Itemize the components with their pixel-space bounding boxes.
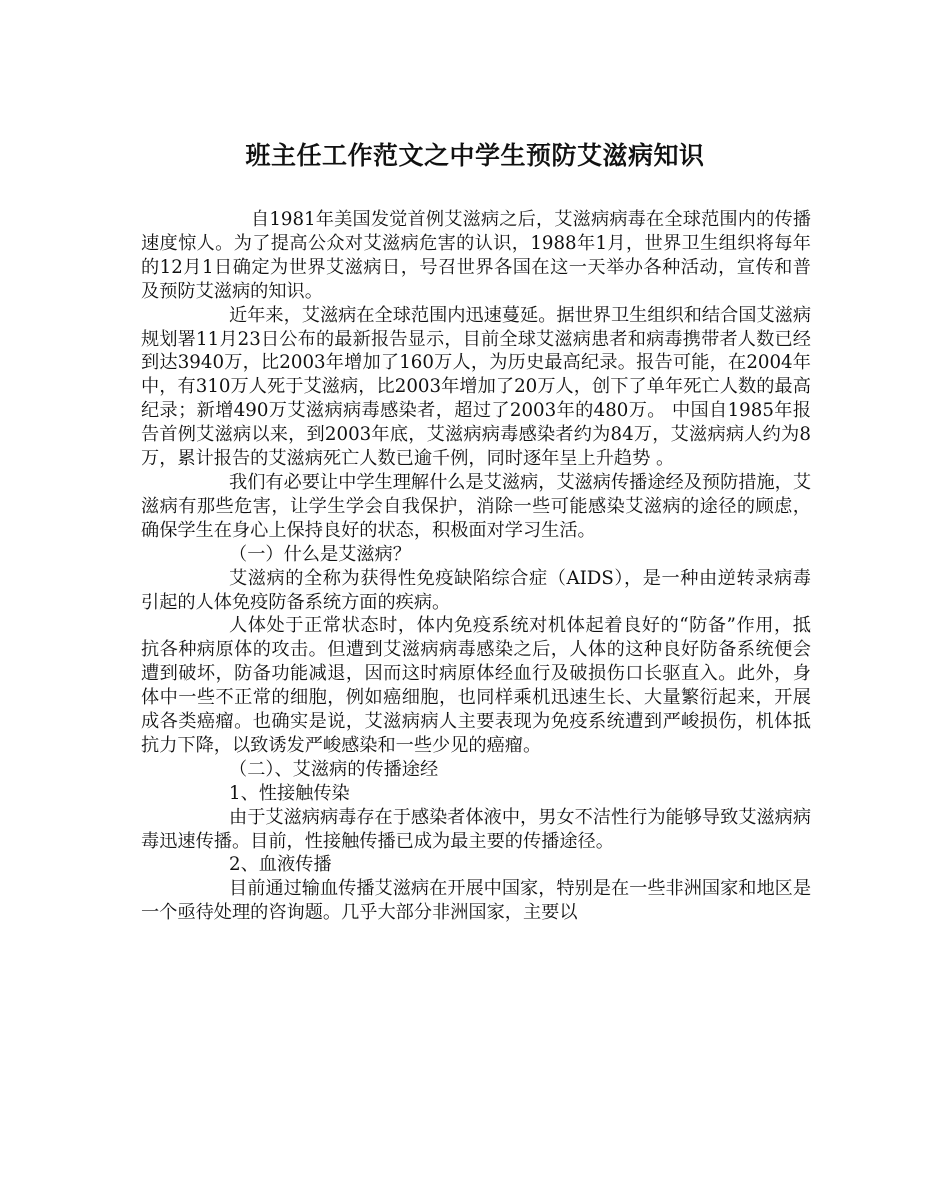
paragraph-statistics: 近年来，艾滋病在全球范围内迅速蔓延。据世界卫生组织和结合国艾滋病规划署11月23日公布的最新报告显示，目前全球艾滋病患者和病毒携带者人数已经到达3940万，比2003年增加了160万人，为历史最高纪录。报告可能，在2004年中，有310万人死于艾滋病，比2003年增加了20万人，创下了单年死亡人数的最高纪录；新增490万艾滋病病毒感染者，超过了2003年的480万。 中国自1985年报告首例艾滋病以来，到2003年底，艾滋病病毒感染者约为84万，艾滋病病人约为8万，累计报告的艾滋病死亡人数已逾千例，同时逐年呈上升趋势 。	[141, 304, 812, 470]
paragraph-blood: 目前通过输血传播艾滋病在开展中国家，特别是在一些非洲国家和地区是一个亟待处理的咨询题。几乎大部分非洲国家，主要以	[141, 878, 812, 924]
paragraph-intro: 自1981年美国发觉首例艾滋病之后，艾滋病病毒在全球范围内的传播速度惊人。为了提高公众对艾滋病危害的认识，1988年1月，世界卫生组织将每年的12月1日确定为世界艾滋病日，号召世界各国在这一天举办各种活动，宣传和普及预防艾滋病的知识。	[141, 209, 811, 302]
subheading-blood: 2、血液传播	[229, 854, 332, 876]
subheading-sexual-contact: 1、性接触传染	[229, 782, 350, 804]
paragraph-purpose: 我们有必要让中学生理解什么是艾滋病，艾滋病传播途经及预防措施，艾滋病有那些危害，让学生学会自我保护，消除一些可能感染艾滋病的途径的顾虑，确保学生在身心上保持良好的状态，积极面对学习生活。	[141, 471, 812, 541]
paragraph-definition: 艾滋病的全称为获得性免疫缺陷综合症（AIDS），是一种由逆转录病毒引起的人体免疫防备系统方面的疾病。	[141, 567, 811, 613]
paragraph-sexual-contact: 由于艾滋病病毒存在于感染者体液中，男女不洁性行为能够导致艾滋病病毒迅速传播。目前，性接触传播已成为最主要的传播途径。	[141, 806, 812, 852]
paragraph-immune-system: 人体处于正常状态时，体内免疫系统对机体起着良好的“防备”作用，抵抗各种病原体的攻击。但遭到艾滋病病毒感染之后，人体的这种良好防备系统便会遭到破坏，防备功能减退，因而这时病原体经血行及破损伤口长驱直入。此外，身体中一些不正常的细胞，例如癌细胞，也同样乘机迅速生长、大量繁衍起来，开展成各类癌瘤。也确实是说，艾滋病病人主要表现为免疫系统遭到严峻损伤，机体抵抗力下降，以致诱发严峻感染和一些少见的癌瘤。	[141, 615, 811, 756]
section-heading-what-is-aids: （一）什么是艾滋病？	[229, 543, 411, 565]
document-title: 班主任工作范文之中学生预防艾滋病知识	[245, 141, 705, 170]
section-heading-transmission: （二）、艾滋病的传播途经	[229, 758, 439, 780]
document-body	[141, 208, 811, 925]
